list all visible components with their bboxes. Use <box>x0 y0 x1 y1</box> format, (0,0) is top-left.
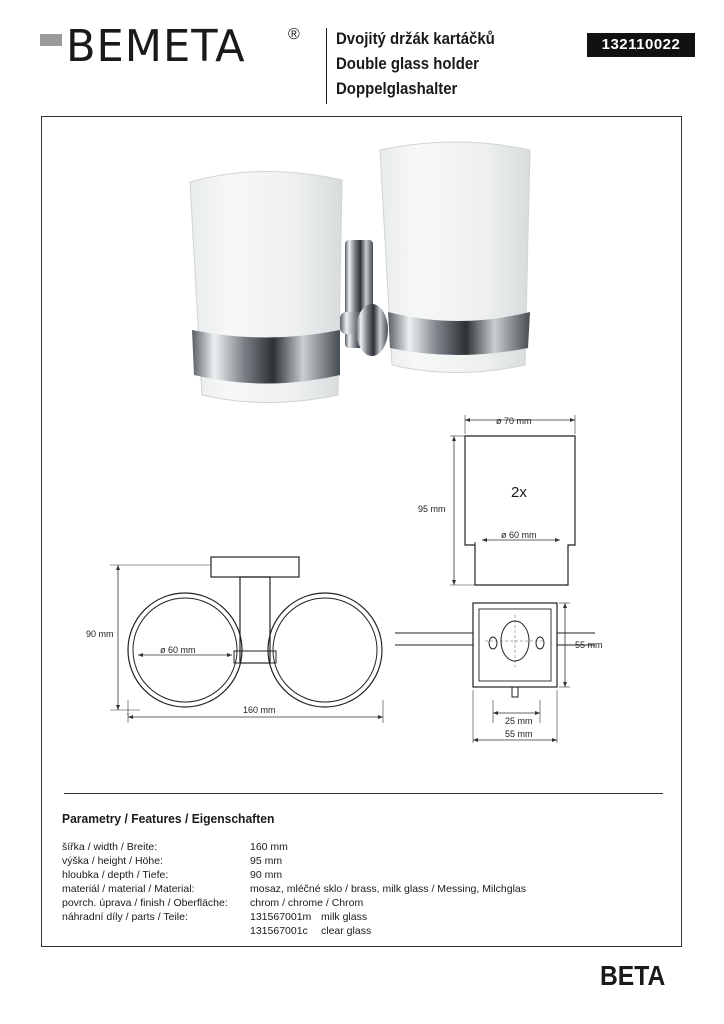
spec-label: povrch. úprava / finish / Oberfläche: <box>62 897 228 909</box>
registered-mark: ® <box>288 26 300 43</box>
brand-logo: BEMETA <box>66 21 246 72</box>
connector-knob <box>356 304 388 356</box>
front-drawing <box>110 555 400 725</box>
spec-value: mosaz, mléčné sklo / brass, milk glass / Messing, Milchglas <box>250 883 526 895</box>
product-code: 132110022 <box>587 33 695 57</box>
front-ring-label: ø 60 mm <box>160 645 196 655</box>
spec-note: milk glass <box>321 911 368 923</box>
title-english: Double glass holder <box>336 54 479 73</box>
front-width-label: 160 mm <box>243 705 276 715</box>
product-photo <box>180 140 550 415</box>
front-height-label: 90 mm <box>86 629 114 639</box>
spec-label: materiál / material / Material: <box>62 883 195 895</box>
spec-value: 90 mm <box>250 869 283 881</box>
side-width-label: 55 mm <box>505 729 533 739</box>
product-titles <box>336 26 495 101</box>
header-divider <box>326 28 327 104</box>
spec-label: náhradní díly / parts / Teile: <box>62 911 188 923</box>
glass-height-label: 95 mm <box>418 504 446 514</box>
logo-mark <box>40 34 62 46</box>
title-czech: Dvojitý držák kartáčků <box>336 29 495 48</box>
glass-drawing <box>410 410 590 590</box>
left-ring <box>192 330 340 384</box>
glass-count-label: 2x <box>511 484 527 501</box>
features-title: Parametry / Features / Eigenschaften <box>62 811 275 826</box>
spec-value: 160 mm <box>250 841 288 853</box>
hole-spacing-label: 25 mm <box>505 716 533 726</box>
series-name: BETA <box>600 960 666 991</box>
glass-width-label: ø 70 mm <box>496 416 532 426</box>
side-depth-label: 55 mm <box>575 640 603 650</box>
spec-value: 131567001c <box>250 925 308 937</box>
side-drawing <box>395 595 595 745</box>
title-german: Doppelglashalter <box>336 79 458 98</box>
spec-label: hloubka / depth / Tiefe: <box>62 869 169 881</box>
spec-note: clear glass <box>321 925 372 937</box>
spec-value: 131567001m <box>250 911 312 923</box>
glass-bottom-label: ø 60 mm <box>501 530 537 540</box>
spec-label: šířka / width / Breite: <box>62 841 158 853</box>
spec-value: 95 mm <box>250 855 283 867</box>
spec-label: výška / height / Höhe: <box>62 855 163 867</box>
spec-value: chrom / chrome / Chrom <box>250 897 364 909</box>
features-divider <box>64 793 663 794</box>
